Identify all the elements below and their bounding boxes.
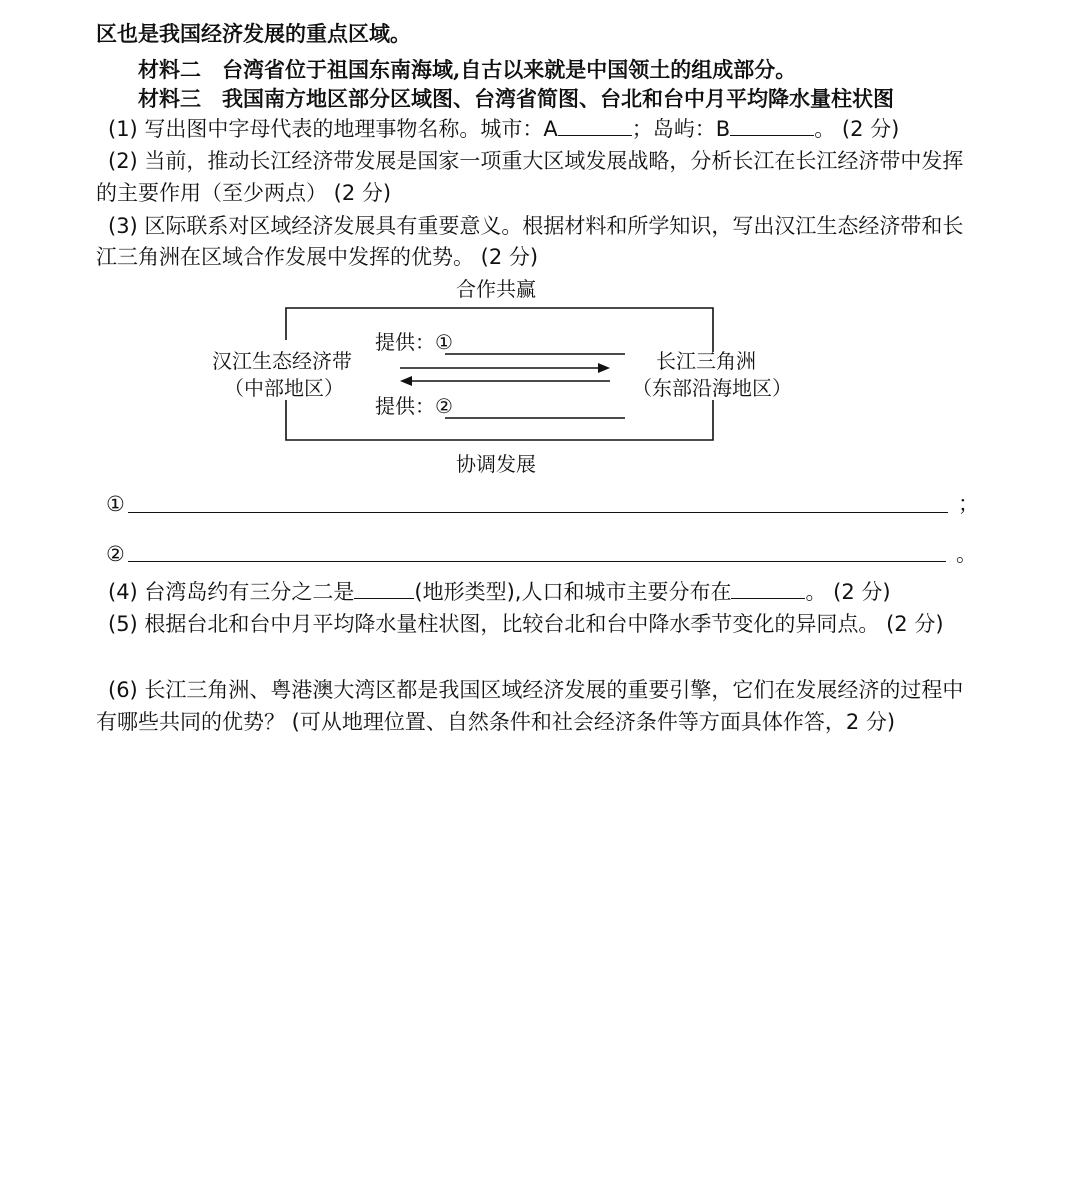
right-region-name: 长江三角洲 — [656, 349, 756, 373]
material-three: 材料三 我国南方地区部分区域图、台湾省简图、台北和台中月平均降水量柱状图 — [138, 86, 894, 111]
right-region-sub: （东部沿海地区） — [632, 376, 792, 400]
left-region-sub: （中部地区） — [224, 376, 344, 400]
question-4-mid: (地形类型),人口和城市主要分布在 — [414, 580, 732, 604]
answer-line-2[interactable] — [128, 561, 946, 562]
diagram-top-bracket — [286, 308, 713, 352]
left-region-name: 汉江生态经济带 — [212, 349, 352, 373]
answer-1-end: ； — [958, 492, 979, 516]
question-6-line2: 有哪些共同的优势？ (可从地理位置、自然条件和社会经济条件等方面具体作答，2 分) — [96, 710, 896, 734]
answer-1-marker: ① — [106, 492, 125, 516]
answer-2-marker: ② — [106, 542, 125, 566]
question-4-suffix: 。 (2 分) — [805, 580, 891, 604]
diagram-top-label: 合作共赢 — [456, 277, 536, 301]
answer-blank-distribution[interactable] — [731, 578, 805, 599]
diagram-bottom-label: 协调发展 — [456, 452, 536, 476]
arrow-left-head — [400, 376, 412, 386]
question-5: (5) 根据台北和台中月平均降水量柱状图，比较台北和台中降水季节变化的异同点。 (2 分) — [108, 612, 944, 636]
question-3-line1: (3) 区际联系对区域经济发展具有重要意义。根据材料和所学知识，写出汉江生态经济带和长 — [108, 214, 964, 238]
question-1-prefix: (1) 写出图中字母代表的地理事物名称。城市：A — [108, 117, 558, 141]
question-1-suffix: 。 (2 分) — [814, 117, 900, 141]
question-2-line1: (2) 当前，推动长江经济带发展是国家一项重大区域发展战略，分析长江在长江经济带中发挥 — [108, 149, 964, 173]
question-4-prefix: (4) 台湾岛约有三分之二是 — [108, 580, 355, 604]
question-2-line2: 的主要作用（至少两点） (2 分) — [96, 181, 392, 205]
answer-blank-terrain[interactable] — [354, 578, 414, 599]
question-4 — [108, 578, 891, 606]
provide-label-2: 提供：② — [375, 394, 453, 418]
answer-line-1[interactable] — [128, 512, 948, 513]
provide-label-1: 提供：① — [375, 330, 453, 354]
diagram-bottom-bracket — [286, 400, 713, 440]
question-6-line1: (6) 长江三角洲、粤港澳大湾区都是我国区域经济发展的重要引擎，它们在发展经济的过程中 — [108, 678, 964, 702]
arrow-right-head — [598, 363, 610, 373]
answer-2-end: 。 — [956, 542, 977, 566]
question-1-mid: ；岛屿：B — [631, 117, 731, 141]
material-two: 材料二 台湾省位于祖国东南海域,自古以来就是中国领土的组成部分。 — [138, 57, 797, 82]
question-3-line2: 江三角洲在区域合作发展中发挥的优势。 (2 分) — [96, 245, 539, 269]
intro-line: 区也是我国经济发展的重点区域。 — [96, 21, 411, 46]
